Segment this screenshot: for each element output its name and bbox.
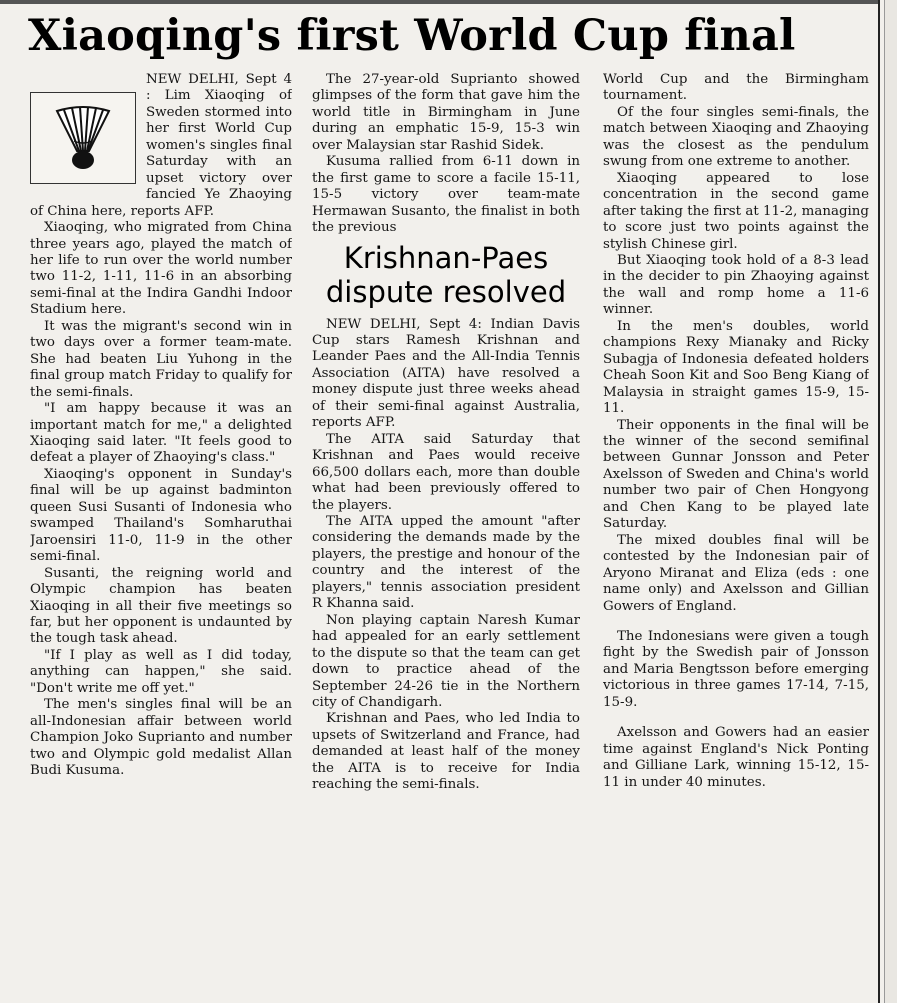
article-paragraph: In the men's doubles, world champions Rexy Mianaky and Ricky Subagja of Indonesia defeated holders Cheah Soon Kit and Soo Beng Kiang of Malaysia in straight games 15-9, 15-11.: [603, 318, 869, 417]
badminton-shuttlecock-icon: [30, 92, 136, 184]
article-paragraph: Xiaoqing appeared to lose concentration in the second game after taking the first at 11-2, managing to score just two points against the stylish Chinese girl.: [603, 170, 869, 252]
article-paragraph: It was the migrant's second win in two days over a former team-mate. She had beaten Liu Yuhong in the final group match Friday to qualify for the semi-finals.: [30, 318, 292, 400]
page-top-rule: [0, 0, 880, 4]
paragraph-gap: [603, 711, 869, 725]
article-paragraph: World Cup and the Birmingham tournament.: [603, 72, 869, 104]
side-article-paragraph: The AITA upped the amount "after considering the demands made by the players, the prestige and honour of the country and the interest of the players," tennis association president R Khanna said.: [312, 513, 580, 612]
article-paragraph: Their opponents in the final will be the winner of the second semifinal between Gunnar Jonsson and Peter Axelsson of Sweden and China's world number two pair of Chen Hongyong and Chen Kang to be played late Saturday.: [603, 417, 869, 532]
article-paragraph: The 27-year-old Suprianto showed glimpses of the form that gave him the world title in Birmingham in June during an emphatic 15-9, 15-3 win over Malaysian star Rashid Sidek.: [312, 72, 580, 153]
article-paragraph: NEW DELHI, Sept 4 : Lim Xiaoqing of Sweden stormed into her first World Cup women's singles final Saturday with an upset victory over fancied Ye Zhaoying of China here, reports AFP.: [30, 72, 292, 219]
side-article-paragraph: The AITA said Saturday that Krishnan and Paes would receive 66,500 dollars each, more than double what had been previously offered to the players.: [312, 431, 580, 513]
article-column-2: [312, 72, 580, 996]
headline: Xiaoqing's first World Cup final: [28, 11, 796, 61]
side-article-headline: Krishnan-Paes dispute resolved: [325, 240, 567, 309]
article-paragraph: "I am happy because it was an important match for me," a delighted Xiaoqing said later. "It feels good to defeat a player of Zhaoying's class.": [30, 401, 292, 466]
article-paragraph: "If I play as well as I did today, anything can happen," she said. "Don't write me off yet.": [30, 647, 292, 696]
article-column-1: [30, 72, 292, 996]
side-article-paragraph: Non playing captain Naresh Kumar had appealed for an early settlement to the dispute so that the team can get down to practice ahead of the September 24-26 tie in the Northern city of Chandigarh.: [312, 612, 580, 710]
article-paragraph: Susanti, the reigning world and Olympic champion has beaten Xiaoqing in all their five meetings so far, but her opponent is undaunted by the tough task ahead.: [30, 565, 292, 647]
adjacent-page-edge: [884, 0, 897, 1003]
side-article-paragraph: NEW DELHI, Sept 4: Indian Davis Cup stars Ramesh Krishnan and Leander Paes and the All-India Tennis Association (AITA) have resolved a money dispute just three weeks ahead of their semi-final against Australia, reports AFP.: [312, 316, 580, 431]
column-rule-right: [878, 0, 880, 1003]
article-paragraph: The Indonesians were given a tough fight by the Swedish pair of Jonsson and Maria Bengtsson before emerging victorious in three games 17-14, 7-15, 15-9.: [603, 628, 869, 710]
paragraph-gap: [603, 615, 869, 629]
side-article-paragraph: Krishnan and Paes, who led India to upsets of Switzerland and France, had demanded at least half of the money the AITA is to receive for India reaching the semi-finals.: [312, 711, 580, 793]
article-paragraph: Xiaoqing's opponent in Sunday's final will be up against badminton queen Susi Susanti of Indonesia who swamped Thailand's Somharuthai Jaroensiri 11-0, 11-9 in the other semi-final.: [30, 466, 292, 565]
article-paragraph: Of the four singles semi-finals, the match between Xiaoqing and Zhaoying was the closest as the pendulum swung from one extreme to another.: [603, 104, 869, 170]
article-paragraph: The mixed doubles final will be contested by the Indonesian pair of Aryono Miranat and Eliza (eds : one name only) and Axelsson and Gillian Gowers of England.: [603, 532, 869, 614]
article-paragraph: Xiaoqing, who migrated from China three years ago, played the match of her life to run over the world number two 11-2, 1-11, 11-6 in an absorbing semi-final at the Indira Gandhi Indoor Stadium here.: [30, 220, 292, 318]
article-paragraph: Axelsson and Gowers had an easier time against England's Nick Ponting and Gilliane Lark, winning 15-12, 15-11 in under 40 minutes.: [603, 725, 869, 790]
article-paragraph: But Xiaoqing took hold of a 8-3 lead in the decider to pin Zhaoying against the wall and romp home a 11-6 winner.: [603, 252, 869, 318]
article-paragraph: The men's singles final will be an all-Indonesian affair between world Champion Joko Suprianto and number two and Olympic gold medalist Allan Budi Kusuma.: [30, 697, 292, 779]
article-paragraph: Kusuma rallied from 6-11 down in the first game to score a facile 15-11, 15-5 victory over team-mate Hermawan Susanto, the finalist in both the previous: [312, 154, 580, 236]
article-column-3: [603, 72, 869, 996]
